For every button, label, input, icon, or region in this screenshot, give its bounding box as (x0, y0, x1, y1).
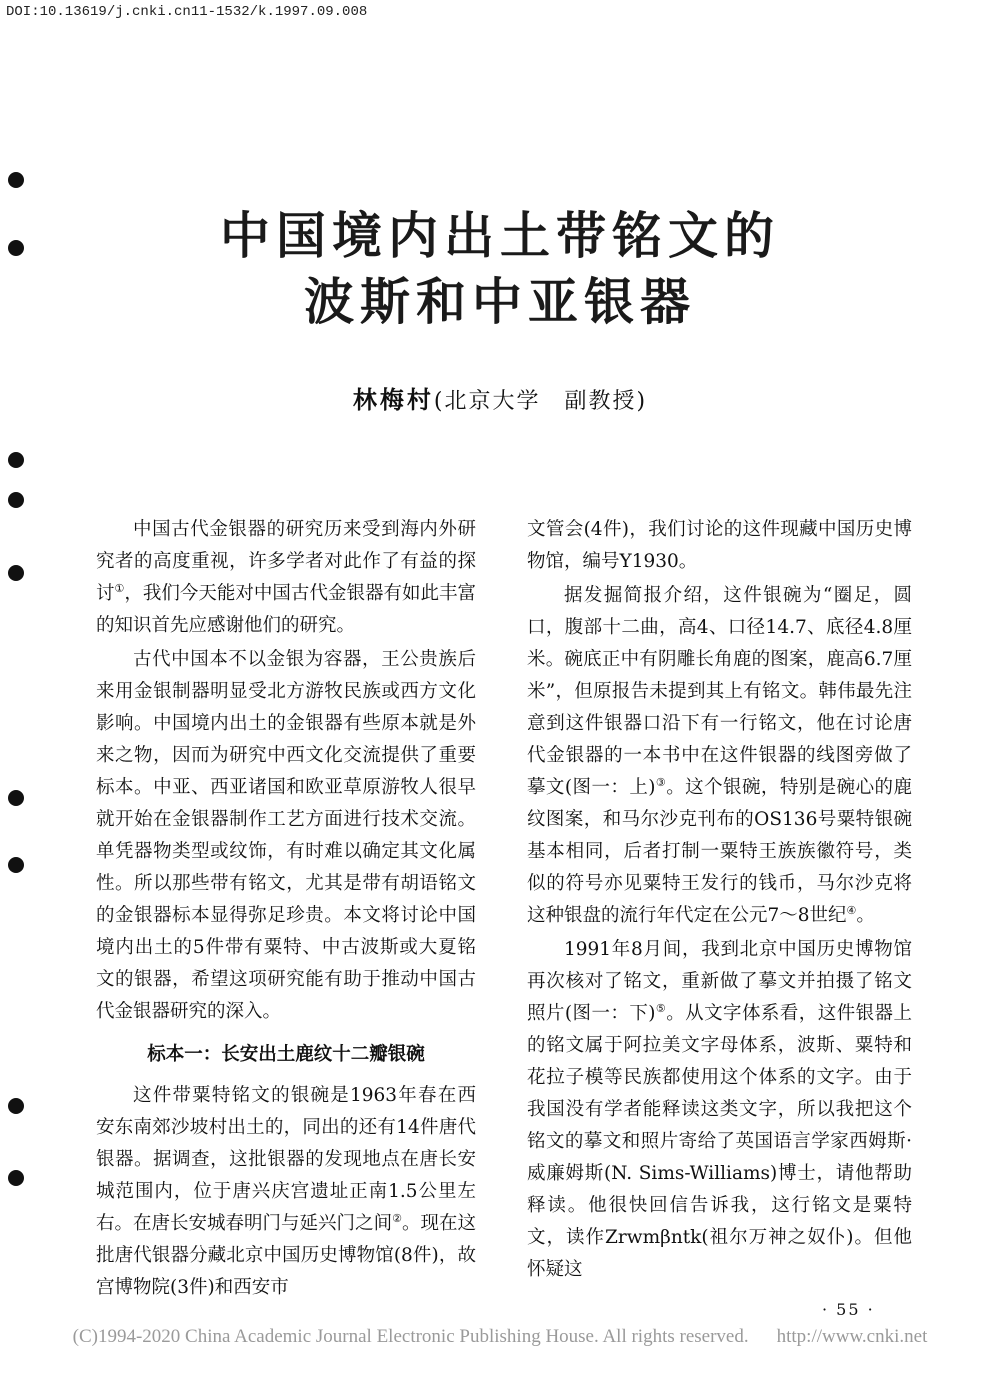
paragraph-text: 。从文字体系看，这件银器上的铭文属于阿拉美文字母体系，波斯、粟特和花拉子模等民族都使用这个体系的文字。由于我国没有学者能释读这类文字，所以我把这个铭文的摹文和照片寄给了英国语言学家西姆斯·威廉姆斯(N. Sims-Williams)博士，请他帮助释读。他很快回信告诉我，这行铭文是粟特文，读作Zrwmβntk(祖尔万神之奴仆)。但他怀疑这 (527, 1003, 912, 1280)
author-line (0, 380, 1000, 415)
author-affiliation: (北京大学 副教授) (433, 389, 648, 414)
paragraph: 文管会(4件)，我们讨论的这件现藏中国历史博物馆，编号Y1930。 (527, 519, 912, 572)
binding-hole-mark (8, 240, 24, 256)
binding-hole-mark (8, 492, 24, 508)
footer (0, 1326, 1000, 1348)
page-number: · 55 · (822, 1300, 875, 1319)
article-title-line-2: 波斯和中亚银器 (304, 273, 696, 331)
paragraph-text: 。这个银碗，特别是碗心的鹿纹图案，和马尔沙克刊布的OS136号粟特银碗基本相同，后者打制一粟特王族族徽符号，类似的符号亦见粟特王发行的钱币，马尔沙克将这种银盘的流行年代定在公元7～8世纪 (527, 777, 912, 926)
paragraph-text: 1991年8月间，我到北京中国历史博物馆再次核对了铭文，重新做了摹文并拍摄了铭文照片(图一：下) (527, 939, 912, 1024)
footnote-ref: ③ (655, 775, 667, 789)
footnote-ref: ④ (846, 903, 857, 917)
paragraph (527, 580, 912, 932)
paragraph: 古代中国本不以金银为容器，王公贵族后来用金银制器明显受北方游牧民族或西方文化影响。中国境内出土的金银器有些原本就是外来之物，因而为研究中西文化交流提供了重要标本。中亚、西亚诸国和欧亚草原游牧人很早就开始在金银器制作工艺方面进行技术交流。单凭器物类型或纹饰，有时难以确定其文化属性。所以那些带有铭文，尤其是带有胡语铭文的金银器标本显得弥足珍贵。本文将讨论中国境内出土的5件带有粟特、中古波斯或大夏铭文的银器，希望这项研究能有助于推动中国古代金银器研究的深入。 (96, 649, 476, 1022)
footnote-ref: ① (114, 581, 125, 595)
binding-hole-mark (8, 857, 24, 873)
binding-hole-mark (8, 790, 24, 806)
paragraph-text: 这件带粟特铭文的银碗是1963年春在西安东南郊沙坡村出土的，同出的还有14件唐代银器。据调查，这批银器的发现地点在唐长安城范围内，位于唐兴庆宫遗址正南1.5公里左右。在唐长安城春明门与延兴门之间 (96, 1085, 476, 1234)
binding-hole-mark (8, 452, 24, 468)
paragraph (96, 1080, 476, 1304)
paragraph (527, 934, 912, 1286)
author-name: 林梅村 (352, 386, 434, 414)
footnote-ref: ② (392, 1211, 402, 1225)
paragraph-text: ，我们今天能对中国古代金银器有如此丰富的知识首先应感谢他们的研究。 (96, 583, 476, 636)
section-heading: 标本一：长安出土鹿纹十二瓣银碗 (147, 1044, 425, 1065)
binding-hole-mark (8, 565, 24, 581)
footnote-ref: ⑤ (655, 1001, 667, 1015)
doi-header: DOI:10.13619/j.cnki.cn11-1532/k.1997.09.008 (6, 4, 368, 20)
binding-hole-mark (8, 1170, 24, 1186)
paragraph-text: 。 (856, 905, 875, 926)
copyright-notice: (C)1994-2020 China Academic Journal Electronic Publishing House. All rights reserved. (72, 1326, 749, 1347)
binding-hole-mark (8, 1098, 24, 1114)
left-column (96, 514, 476, 1306)
paragraph (96, 514, 476, 642)
article-title-line-1: 中国境内出土带铭文的 (220, 207, 780, 265)
paragraph-text: 。现在这批唐代银器分藏北京中国历史博物馆(8件)，故宫博物院(3件)和西安市 (96, 1213, 476, 1298)
paragraph-text: 中国古代金银器的研究历来受到海内外研究者的高度重视，许多学者对此作了有益的探讨 (96, 519, 476, 604)
binding-hole-mark (8, 172, 24, 188)
right-column (527, 514, 912, 1288)
paragraph-text: 据发掘简报介绍，这件银碗为“圈足，圆口，腹部十二曲，高4、口径14.7、底径4.8厘米。碗底正中有阴雕长角鹿的图案，鹿高6.7厘米”，但原报告未提到其上有铭文。韩伟最先注意到这件银器口沿下有一行铭文，他在讨论唐代金银器的一本书中在这件银器的线图旁做了摹文(图一：上) (527, 585, 912, 798)
footer-url[interactable]: http://www.cnki.net (776, 1326, 928, 1347)
